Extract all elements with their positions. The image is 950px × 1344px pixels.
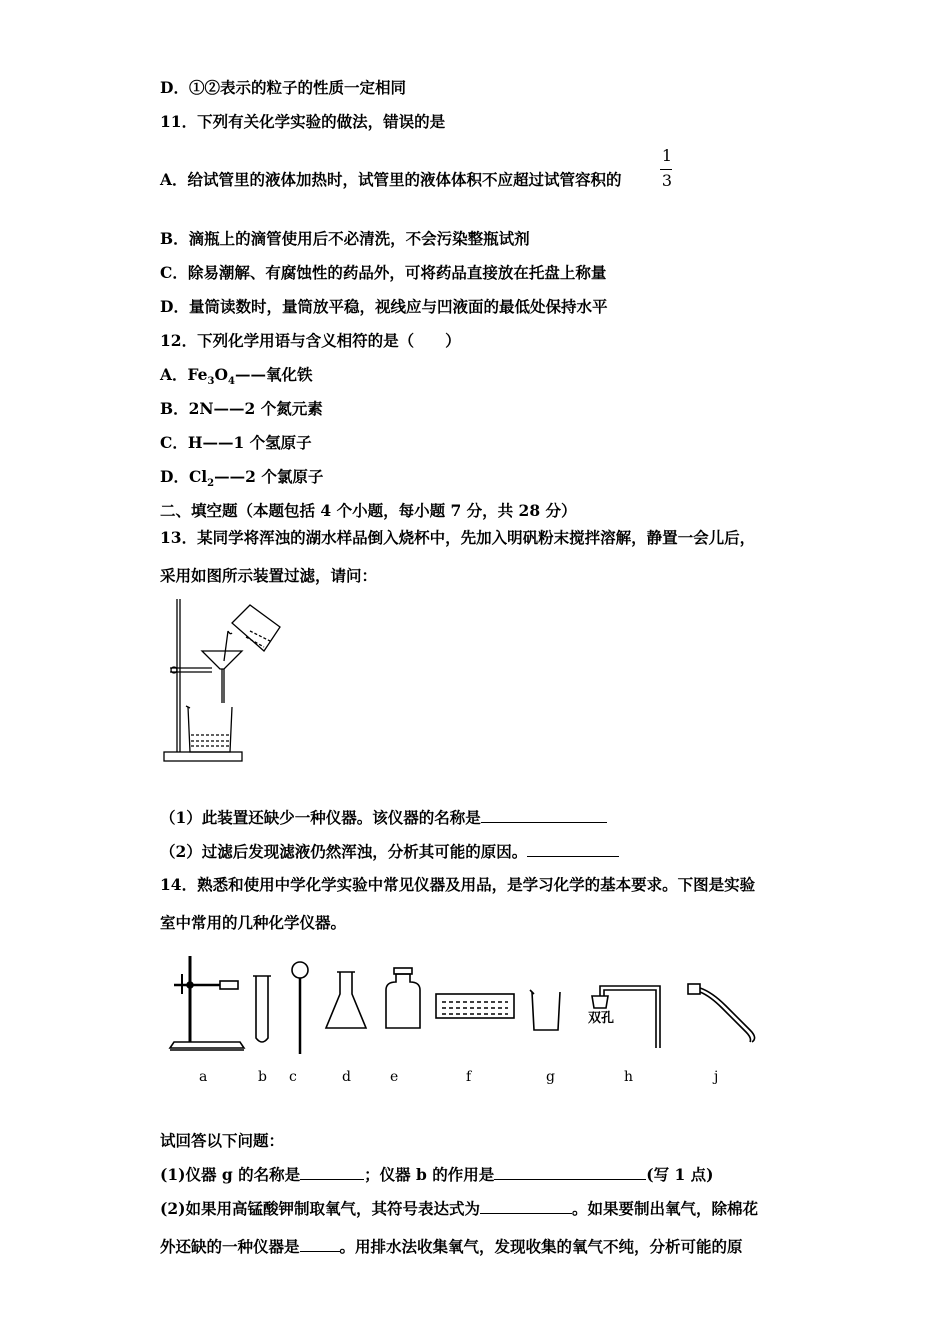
- q14-stem-line1: 14．熟悉和使用中学化学实验中常见仪器及用品，是学习化学的基本要求。下图是实验: [160, 875, 756, 894]
- q14-part3: [160, 1236, 743, 1257]
- label-h: h: [624, 1069, 634, 1085]
- label-e: e: [390, 1069, 399, 1085]
- q11-option-a-text: A．给试管里的液体加热时，试管里的液体体积不应超过试管容积的: [160, 170, 622, 189]
- water-trough-f: [436, 994, 514, 1018]
- q13-part1-text: （1）此装置还缺少一种仪器。该仪器的名称是: [160, 808, 481, 827]
- q13-stem-line1: 13．某同学将浑浊的湖水样品倒入烧杯中，先加入明矾粉末搅拌溶解，静置一会儿后，: [160, 528, 756, 547]
- label-c: c: [289, 1069, 297, 1085]
- q12a-post: ——氧化铁: [235, 365, 313, 384]
- q12-option-a: [160, 365, 313, 392]
- q10-option-d: D．①②表示的粒子的性质一定相同: [160, 78, 406, 97]
- q14-stem-line2: 室中常用的几种化学仪器。: [160, 913, 347, 932]
- q12a-sub1: 3: [207, 376, 215, 388]
- q11-option-c: C．除易潮解、有腐蚀性的药品外，可将药品直接放在托盘上称量: [160, 263, 607, 282]
- q12d-post: ——2 个氯原子: [214, 467, 324, 486]
- answer-blank[interactable]: [494, 1164, 646, 1180]
- answer-blank[interactable]: [480, 1198, 572, 1214]
- iron-stand-a: [170, 956, 244, 1050]
- q13-part2-text: （2）过滤后发现滤液仍然浑浊，分析其可能的原因。: [160, 842, 528, 861]
- section-2-heading: 二、填空题（本题包括 4 个小题，每小题 7 分，共 28 分）: [160, 501, 577, 520]
- label-b: b: [258, 1069, 267, 1085]
- label-a: a: [199, 1069, 208, 1085]
- answer-blank[interactable]: [300, 1236, 340, 1252]
- q12-stem: 12．下列化学用语与含义相符的是（ ）: [160, 331, 461, 350]
- q14-part1: [160, 1164, 713, 1185]
- beaker-g: [532, 992, 560, 1030]
- q14-part2: [160, 1198, 758, 1219]
- q12a-sub2: 4: [228, 376, 235, 388]
- answer-blank[interactable]: [300, 1164, 364, 1180]
- q13-part1: [160, 807, 607, 828]
- q11-option-a: [160, 170, 622, 190]
- fraction-numerator: 1: [661, 146, 673, 165]
- label-j: j: [714, 1069, 719, 1085]
- q14-part1-c: (写 1 点): [646, 1165, 714, 1184]
- conical-flask-d: [326, 972, 366, 1028]
- item-c-top: [292, 962, 308, 978]
- label-d: d: [342, 1069, 351, 1085]
- test-tube-b: [256, 976, 268, 1042]
- tube-j-stopper: [688, 984, 700, 994]
- reagent-bottle-e: [386, 974, 420, 1028]
- label-f: f: [466, 1069, 472, 1085]
- q11-option-d: D．量筒读数时，量筒放平稳，视线应与凹液面的最低处保持水平: [160, 297, 608, 316]
- answer-blank[interactable]: [481, 807, 607, 823]
- lab-instruments-figure: [160, 948, 770, 1063]
- q12-option-b: B．2N——2 个氮元素: [160, 399, 323, 418]
- q14-part3-a: 外还缺的一种仪器是: [160, 1237, 300, 1256]
- fraction-denominator: 3: [661, 171, 673, 190]
- fraction-bar: [660, 169, 672, 170]
- q14-prompt: 试回答以下问题：: [160, 1131, 285, 1150]
- stopper-h: [592, 996, 608, 1008]
- label-g: g: [546, 1069, 555, 1085]
- q14-part3-b: 。用排水法收集氧气，发现收集的氧气不纯，分析可能的原: [339, 1237, 743, 1256]
- q14-part1-a: (1)仪器 g 的名称是: [160, 1165, 301, 1184]
- q13-part2: [160, 841, 619, 862]
- q12a-mid: O: [214, 365, 229, 384]
- q14-part1-b: ；仪器 b 的作用是: [364, 1165, 495, 1184]
- q11-option-b: B．滴瓶上的滴管使用后不必清洗，不会污染整瓶试剂: [160, 229, 530, 248]
- q12-option-d: [160, 467, 323, 494]
- q12d-pre: D．Cl: [160, 467, 208, 486]
- q14-part2-a: (2)如果用高锰酸钾制取氧气，其符号表达式为: [160, 1199, 480, 1218]
- stopper-label: 双孔: [588, 1011, 615, 1026]
- q12-option-c: C．H——1 个氢原子: [160, 433, 312, 452]
- q12d-sub: 2: [207, 478, 215, 490]
- q11-stem: 11．下列有关化学实验的做法，错误的是: [160, 112, 446, 131]
- q14-part2-b: 。如果要制出氧气，除棉花: [571, 1199, 758, 1218]
- q12a-pre: A．Fe: [160, 365, 208, 384]
- filtration-apparatus-figure: [160, 595, 290, 770]
- answer-blank[interactable]: [527, 841, 619, 857]
- q13-stem-line2: 采用如图所示装置过滤，请问：: [160, 566, 378, 585]
